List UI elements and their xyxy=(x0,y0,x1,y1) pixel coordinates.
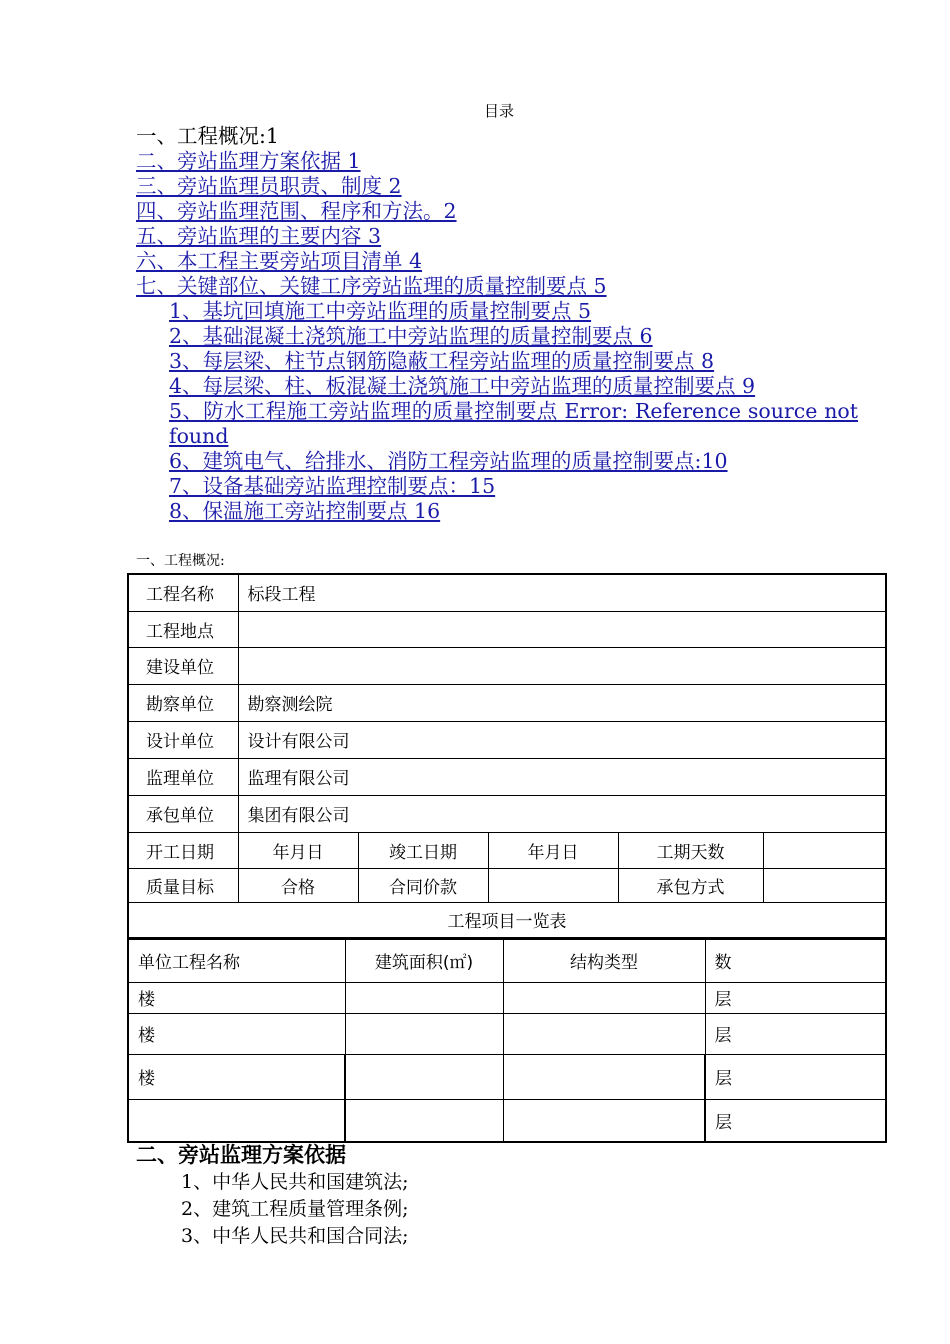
table-cell: 楼 xyxy=(128,1054,345,1099)
toc-sublink[interactable]: 4、每层梁、柱、板混凝土浇筑施工中旁站监理的质量控制要点 9 xyxy=(169,374,756,398)
column-header: 建筑面积(㎡) xyxy=(345,939,503,982)
toc-item: 一、工程概况:1 xyxy=(136,124,279,148)
project-list-title: 工程项目一览表 xyxy=(128,902,886,938)
duration-label: 工期天数 xyxy=(618,832,763,868)
toc-sublink[interactable]: 8、保温施工旁站控制要点 16 xyxy=(169,499,441,523)
toc-link[interactable]: 六、本工程主要旁站项目清单 4 xyxy=(136,249,423,273)
toc-title: 目录 xyxy=(483,102,514,120)
row-value: 集团有限公司 xyxy=(238,795,886,832)
quality-label: 质量目标 xyxy=(128,868,238,902)
table-of-contents xyxy=(136,124,866,524)
toc-sublink[interactable]: 7、设备基础旁站监理控制要点：15 xyxy=(169,474,496,498)
toc-link[interactable]: 五、旁站监理的主要内容 3 xyxy=(136,224,382,248)
table-cell xyxy=(503,1054,705,1099)
contract-price-label: 合同价款 xyxy=(358,868,488,902)
table-cell xyxy=(503,1099,705,1142)
table-cell: 楼 xyxy=(128,982,345,1013)
toc-link[interactable]: 七、关键部位、关键工序旁站监理的质量控制要点 5 xyxy=(136,274,607,298)
contract-mode-label: 承包方式 xyxy=(618,868,763,902)
toc-sublink[interactable]: 6、建筑电气、给排水、消防工程旁站监理的质量控制要点:10 xyxy=(169,449,728,473)
table-cell xyxy=(128,1099,345,1142)
row-label: 工程名称 xyxy=(128,574,238,611)
project-info-table xyxy=(127,573,887,939)
table-cell: 层 xyxy=(705,982,886,1013)
section1-label: 一、工程概况: xyxy=(136,553,225,569)
table-row xyxy=(128,684,886,721)
table-cell xyxy=(345,1054,503,1099)
table-cell: 层 xyxy=(705,1013,886,1054)
toc-sublink[interactable]: 2、基础混凝土浇筑施工中旁站监理的质量控制要点 6 xyxy=(169,324,653,348)
basis-item: 1、中华人民共和国建筑法; xyxy=(181,1171,409,1193)
table-cell: 层 xyxy=(705,1099,886,1142)
column-header: 单位工程名称 xyxy=(128,939,345,982)
table-row xyxy=(128,1099,886,1142)
basis-item: 2、建筑工程质量管理条例; xyxy=(181,1198,409,1220)
toc-sublink[interactable]: 3、每层梁、柱节点钢筋隐蔽工程旁站监理的质量控制要点 8 xyxy=(169,349,715,373)
toc-sublink[interactable]: 1、基坑回填施工中旁站监理的质量控制要点 5 xyxy=(169,299,592,323)
column-header: 数 xyxy=(705,939,886,982)
toc-sublink[interactable]: 5、防水工程施工旁站监理的质量控制要点 Error: Reference source not found xyxy=(169,399,858,448)
end-date-value: 年月日 xyxy=(488,832,618,868)
toc-link[interactable]: 二、旁站监理方案依据 1 xyxy=(136,149,361,173)
start-date-value: 年月日 xyxy=(238,832,358,868)
table-row xyxy=(128,795,886,832)
row-value xyxy=(238,611,886,647)
table-cell xyxy=(503,1013,705,1054)
table-row xyxy=(128,982,886,1013)
table-row xyxy=(128,647,886,684)
row-label: 承包单位 xyxy=(128,795,238,832)
table-cell xyxy=(503,982,705,1013)
section2 xyxy=(136,1141,896,1250)
table-cell xyxy=(345,1013,503,1054)
row-label: 设计单位 xyxy=(128,721,238,758)
table-cell: 层 xyxy=(705,1054,886,1099)
table-row xyxy=(128,758,886,795)
row-value: 监理有限公司 xyxy=(238,758,886,795)
table-row xyxy=(128,721,886,758)
table-row xyxy=(128,1013,886,1054)
toc-link[interactable]: 四、旁站监理范围、程序和方法。2 xyxy=(136,199,457,223)
quality-row xyxy=(128,868,886,902)
row-label: 工程地点 xyxy=(128,611,238,647)
end-date-label: 竣工日期 xyxy=(358,832,488,868)
row-label: 建设单位 xyxy=(128,647,238,684)
table-row xyxy=(128,611,886,647)
section2-title: 二、旁站监理方案依据 xyxy=(136,1142,346,1167)
quality-value: 合格 xyxy=(238,868,358,902)
row-value: 设计有限公司 xyxy=(238,721,886,758)
project-list-table xyxy=(127,938,887,1143)
row-label: 勘察单位 xyxy=(128,684,238,721)
column-header: 结构类型 xyxy=(503,939,705,982)
table-row xyxy=(128,1054,886,1099)
duration-value xyxy=(763,832,886,868)
start-date-label: 开工日期 xyxy=(128,832,238,868)
project-list-title-row xyxy=(128,902,886,938)
row-value: 勘察测绘院 xyxy=(238,684,886,721)
table-cell: 楼 xyxy=(128,1013,345,1054)
row-value xyxy=(238,647,886,684)
contract-mode-value xyxy=(763,868,886,902)
row-label: 监理单位 xyxy=(128,758,238,795)
dates-row xyxy=(128,832,886,868)
table-row xyxy=(128,574,886,611)
table-cell xyxy=(345,982,503,1013)
table-cell xyxy=(345,1099,503,1142)
table-header-row xyxy=(128,939,886,982)
basis-item: 3、中华人民共和国合同法; xyxy=(181,1225,409,1247)
row-value: 标段工程 xyxy=(238,574,886,611)
contract-price-value xyxy=(488,868,618,902)
toc-link[interactable]: 三、旁站监理员职责、制度 2 xyxy=(136,174,402,198)
